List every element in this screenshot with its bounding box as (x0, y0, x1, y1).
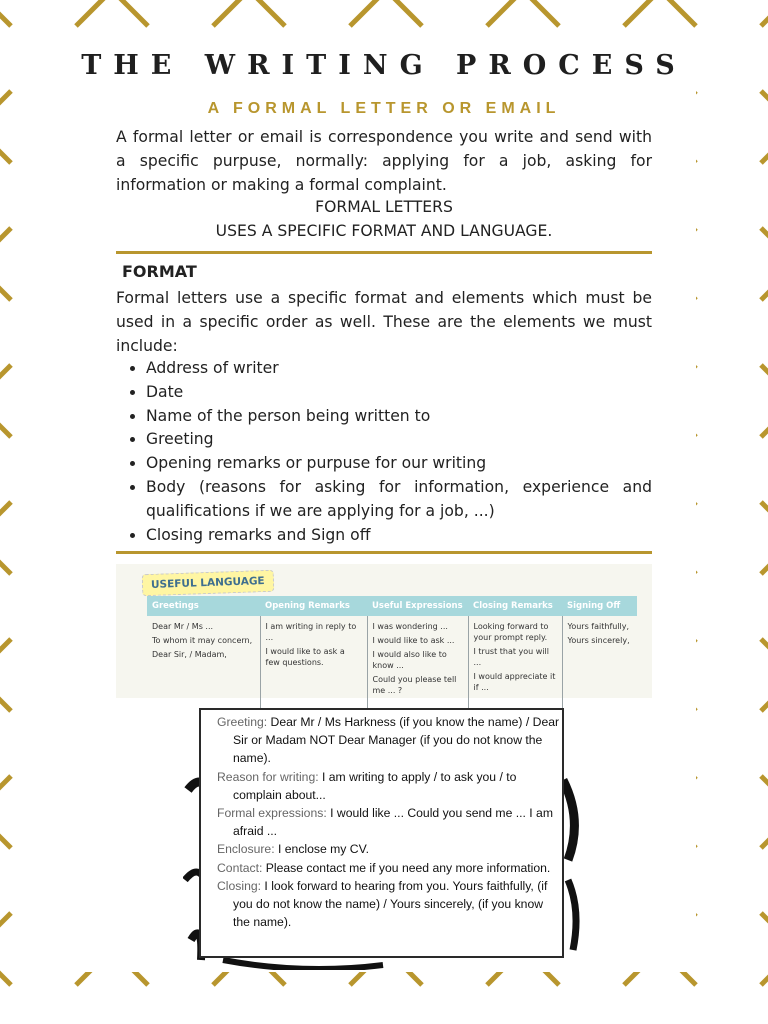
gold-x-stroke (761, 365, 768, 437)
list-item: • Name of the person being written to (146, 405, 652, 429)
gold-x-stroke (761, 913, 768, 985)
gold-x-stroke (761, 228, 768, 300)
page-subtitle: A FORMAL LETTER OR EMAIL (207, 100, 561, 117)
cell-text: I trust that you will ... (473, 647, 549, 667)
table-row (147, 616, 637, 711)
phrase-text: I am writing to apply / to ask you / to complain about... (233, 769, 517, 802)
phrase-text: Dear Mr / Ms Harkness (if you know the name) / Dear Sir or Madam NOT Dear Manager (if you do not know the name). (233, 715, 560, 766)
cell-text: I would also like to know ... (372, 650, 447, 670)
gold-x-stroke (761, 776, 768, 848)
phrase-row-enclosure (217, 840, 562, 858)
useful-expressions-cell (367, 616, 468, 711)
header-useful-expressions: Useful Expressions (367, 596, 468, 616)
cell-text: Looking forward to your prompt reply. (473, 622, 549, 642)
formal-phrases-box (199, 708, 564, 958)
phrase-row-greeting (217, 713, 562, 768)
phrase-label: Greeting: (217, 715, 268, 729)
gold-x-stroke (761, 639, 768, 711)
gold-x-stroke (761, 365, 768, 437)
gold-x-stroke (0, 0, 11, 26)
list-item: • Address of writer (146, 357, 652, 381)
cell-text: Dear Sir, / Madam, (152, 650, 227, 659)
phrase-text: I would like ... Could you send me ... I am afraid ... (233, 806, 553, 839)
phrase-label: Contact: (217, 860, 263, 875)
list-item: • Greeting (146, 428, 652, 452)
header-closing-remarks: Closing Remarks (468, 596, 562, 616)
page-title: THE WRITING PROCESS (81, 50, 687, 81)
gold-x-stroke (761, 502, 768, 574)
cell-text: I would like to ask ... (372, 636, 455, 645)
gold-x-stroke (761, 0, 768, 26)
list-item: • Closing remarks and Sign off (146, 524, 652, 548)
list-item: • Opening remarks or purpuse for our writing (146, 452, 652, 476)
table-header-row (147, 596, 637, 616)
format-paragraph: Formal letters use a specific format and elements which must be used in a specific order as well. These are the elements we must include: (116, 289, 652, 355)
useful-language-image (116, 564, 652, 698)
phrase-label: Formal expressions: (217, 806, 327, 821)
formal-letters-line: FORMAL LETTERS (315, 198, 453, 216)
useful-language-badge: USEFUL LANGUAGE (142, 570, 274, 597)
list-item: • Body (reasons for asking for information, experience and qualifications if we are applying for a job, ...) (146, 476, 652, 524)
cell-text: Yours faithfully, (567, 622, 630, 631)
gold-x-stroke (761, 228, 768, 300)
divider-top (116, 251, 652, 254)
phrase-text: Please contact me if you need any more information. (265, 860, 551, 875)
cell-text: I was wondering ... (372, 622, 448, 631)
cell-text: To whom it may concern, (152, 636, 253, 645)
gold-x-stroke (761, 913, 768, 985)
gold-x-stroke (761, 776, 768, 848)
phrase-text: I look forward to hearing from you. Yours faithfully, (if you do not know the name) / Yours sincerely, (if you know the name). (233, 878, 548, 930)
elements-list (116, 357, 652, 547)
closing-remarks-cell (468, 616, 562, 711)
divider-bottom (116, 551, 652, 554)
cell-text: I am writing in reply to ... (265, 622, 357, 642)
header-opening-remarks: Opening Remarks (260, 596, 367, 616)
opening-remarks-cell (260, 616, 367, 711)
cell-text: Could you please tell me ... ? (372, 675, 457, 695)
signing-off-cell (562, 616, 637, 711)
gold-x-stroke (761, 639, 768, 711)
format-language-line: USES A SPECIFIC FORMAT AND LANGUAGE. (215, 222, 553, 240)
list-item: • Date (146, 381, 652, 405)
intro-paragraph: A formal letter or email is correspondence you write and send with a specific purpuse, normally: applying for a job, asking for information or making a formal complaint. (116, 128, 652, 194)
cell-text: Yours sincerely, (567, 636, 630, 645)
cell-text: I would appreciate it if ... (473, 672, 556, 692)
useful-language-table (147, 596, 637, 711)
cell-text: I would like to ask a few questions. (265, 647, 345, 667)
phrase-text: I enclose my CV. (277, 842, 369, 857)
phrase-label: Enclosure: (217, 842, 275, 857)
phrase-row-expressions (217, 804, 562, 840)
format-heading: FORMAT (122, 262, 197, 281)
phrase-row-closing (217, 877, 562, 932)
header-greetings: Greetings (147, 596, 260, 616)
phrase-label: Closing: (217, 878, 262, 893)
cell-text: Dear Mr / Ms ... (152, 622, 214, 631)
greetings-cell (147, 616, 260, 711)
phrase-row-contact (217, 859, 562, 877)
header-signing-off: Signing Off (562, 596, 637, 616)
phrase-label: Reason for writing: (217, 769, 319, 784)
phrase-row-reason (217, 768, 562, 804)
gold-x-stroke (761, 502, 768, 574)
